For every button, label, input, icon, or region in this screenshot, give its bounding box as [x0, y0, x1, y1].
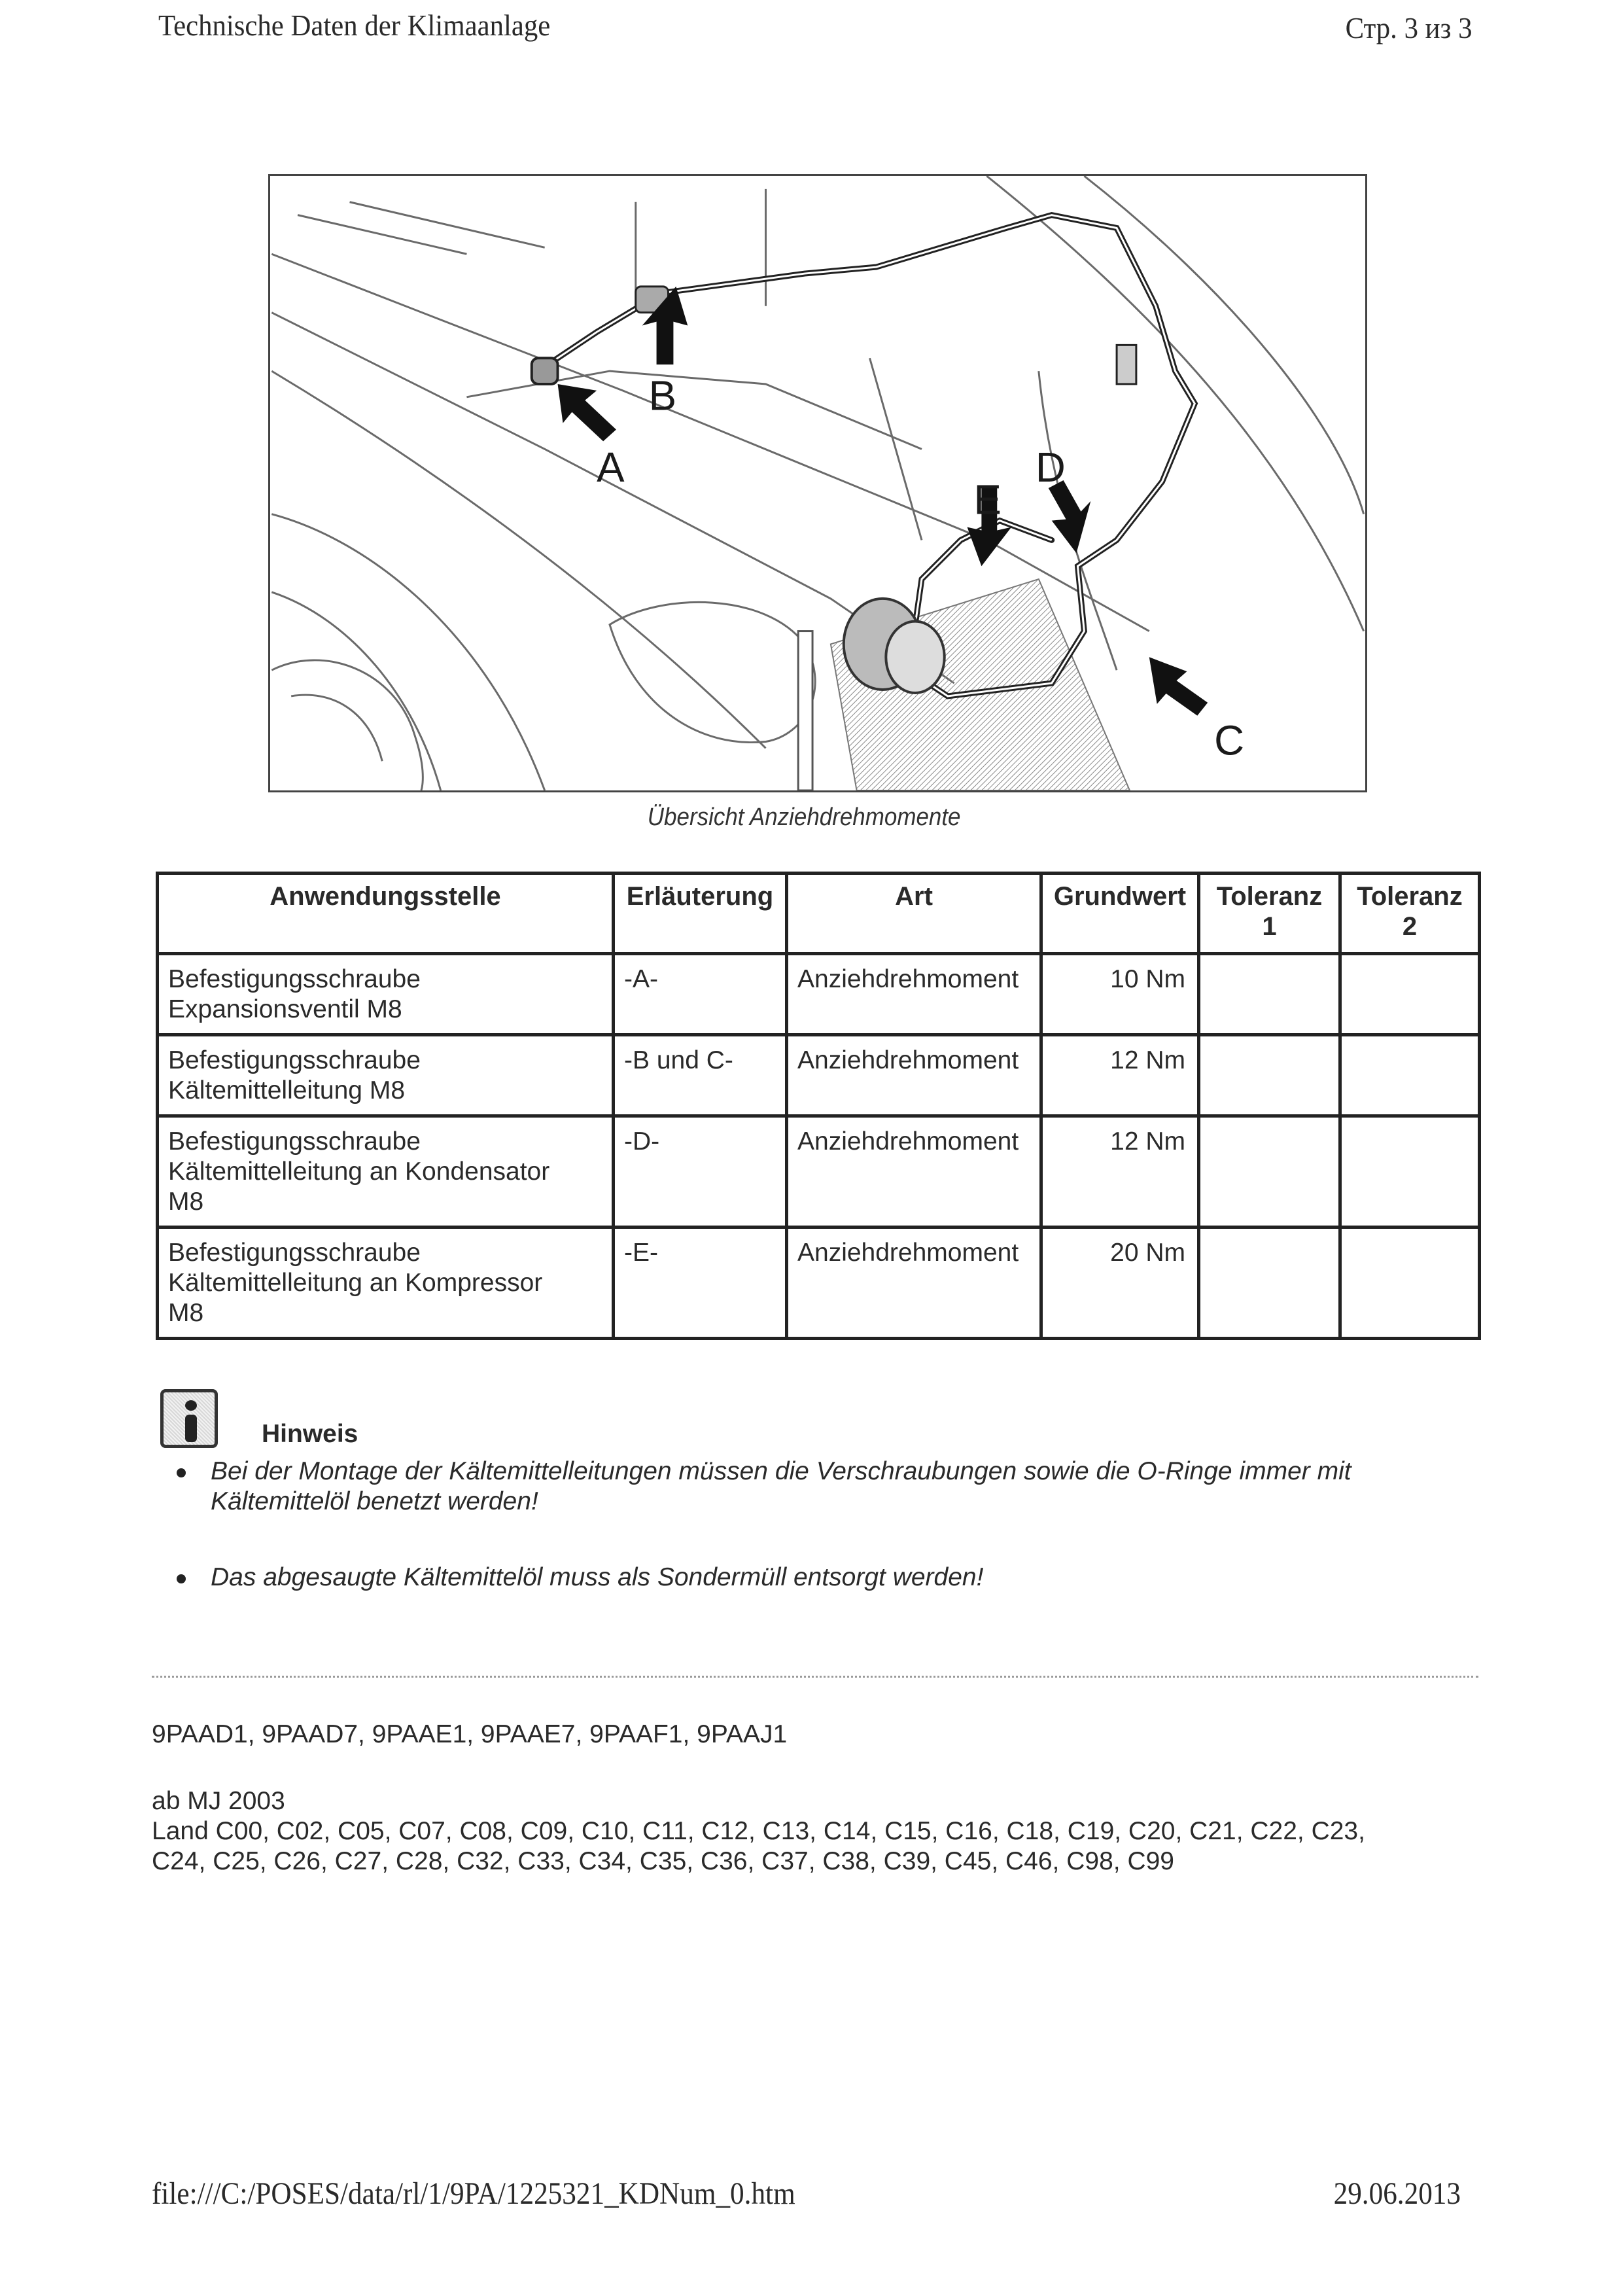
cell-erlaeuterung: -A- — [614, 954, 787, 1035]
cell-toleranz-2 — [1340, 1035, 1480, 1116]
info-icon-dot — [185, 1400, 197, 1411]
cell-anwendungsstelle: Befestigungsschraube Kältemittelleitung M8 — [158, 1035, 614, 1116]
note-bullet-text: Bei der Montage der Kältemittelleitungen müssen die Verschraubungen sowie die O-Ringe immer mit Kältemittelöl benetzt werden! — [211, 1457, 1351, 1515]
source-file-path: file:///C:/POSES/data/rl/1/9PA/1225321_KDNum_0.htm — [152, 2176, 795, 2211]
country-codes-line-1: Land C00, C02, C05, C07, C08, C09, C10, C11, C12, C13, C14, C15, C16, C18, C19, C20, C21, C22, C23, — [152, 1817, 1365, 1845]
note-title: Hinweis — [262, 1420, 358, 1448]
cell-anwendungsstelle: Befestigungsschraube Kältemittelleitung an Kompressor M8 — [158, 1227, 614, 1339]
section-divider — [152, 1676, 1478, 1678]
cell-anwendungsstelle: Befestigungsschraube Kältemittelleitung an Kondensator M8 — [158, 1116, 614, 1227]
table-header-row — [158, 874, 1480, 954]
cell-toleranz-2 — [1340, 1227, 1480, 1339]
callout-c: C — [1214, 717, 1245, 764]
page-indicator: Стр. 3 из 3 — [1346, 11, 1473, 44]
cell-toleranz-2 — [1340, 954, 1480, 1035]
callout-b: B — [648, 372, 677, 419]
cell-art: Anziehdrehmoment — [787, 954, 1041, 1035]
cell-erlaeuterung: -B und C- — [614, 1035, 787, 1116]
cell-anwendungsstelle: Befestigungsschraube Expansionsventil M8 — [158, 954, 614, 1035]
column-header-grundwert: Grundwert — [1041, 874, 1199, 954]
info-icon-stem — [185, 1415, 197, 1442]
cell-art: Anziehdrehmoment — [787, 1116, 1041, 1227]
cell-erlaeuterung: -D- — [614, 1116, 787, 1227]
cell-grundwert: 12 Nm — [1041, 1116, 1199, 1227]
column-header-toleranz-2: Toleranz 2 — [1340, 874, 1480, 954]
document-title: Technische Daten der Klimaanlage — [158, 9, 551, 42]
note-bullet-text: Das abgesaugte Kältemittelöl muss als Sondermüll entsorgt werden! — [211, 1563, 984, 1591]
bullet-icon — [177, 1468, 186, 1477]
table-row — [158, 954, 1480, 1035]
model-year: ab MJ 2003 — [152, 1787, 285, 1815]
column-header-art: Art — [787, 874, 1041, 954]
figure-caption: Übersicht Anziehdrehmomente — [647, 804, 961, 831]
bullet-icon — [177, 1574, 186, 1583]
cell-erlaeuterung: -E- — [614, 1227, 787, 1339]
cell-art: Anziehdrehmoment — [787, 1035, 1041, 1116]
cell-toleranz-1 — [1199, 954, 1340, 1035]
cell-toleranz-2 — [1340, 1116, 1480, 1227]
print-date: 29.06.2013 — [1333, 2176, 1461, 2211]
info-icon — [160, 1389, 218, 1448]
column-header-anwendungsstelle: Anwendungsstelle — [158, 874, 614, 954]
cell-grundwert: 12 Nm — [1041, 1035, 1199, 1116]
engine-bay-illustration — [270, 176, 1365, 790]
callout-e: E — [973, 476, 1002, 523]
callout-d: D — [1035, 444, 1066, 491]
table-row — [158, 1035, 1480, 1116]
cell-toleranz-1 — [1199, 1116, 1340, 1227]
cell-toleranz-1 — [1199, 1035, 1340, 1116]
cell-toleranz-1 — [1199, 1227, 1340, 1339]
column-header-toleranz-1: Toleranz 1 — [1199, 874, 1340, 954]
callout-a: A — [597, 444, 625, 491]
cell-art: Anziehdrehmoment — [787, 1227, 1041, 1339]
table-row — [158, 1227, 1480, 1339]
model-codes: 9PAAD1, 9PAAD7, 9PAAE1, 9PAAE7, 9PAAF1, 9PAAJ1 — [152, 1720, 788, 1748]
table-row — [158, 1116, 1480, 1227]
country-codes-line-2: C24, C25, C26, C27, C28, C32, C33, C34, C35, C36, C37, C38, C39, C45, C46, C98, C99 — [152, 1847, 1174, 1875]
cell-grundwert: 20 Nm — [1041, 1227, 1199, 1339]
torque-specification-table — [156, 872, 1481, 1340]
torque-overview-diagram — [268, 174, 1367, 792]
column-header-erlaeuterung: Erläuterung — [614, 874, 787, 954]
cell-grundwert: 10 Nm — [1041, 954, 1199, 1035]
